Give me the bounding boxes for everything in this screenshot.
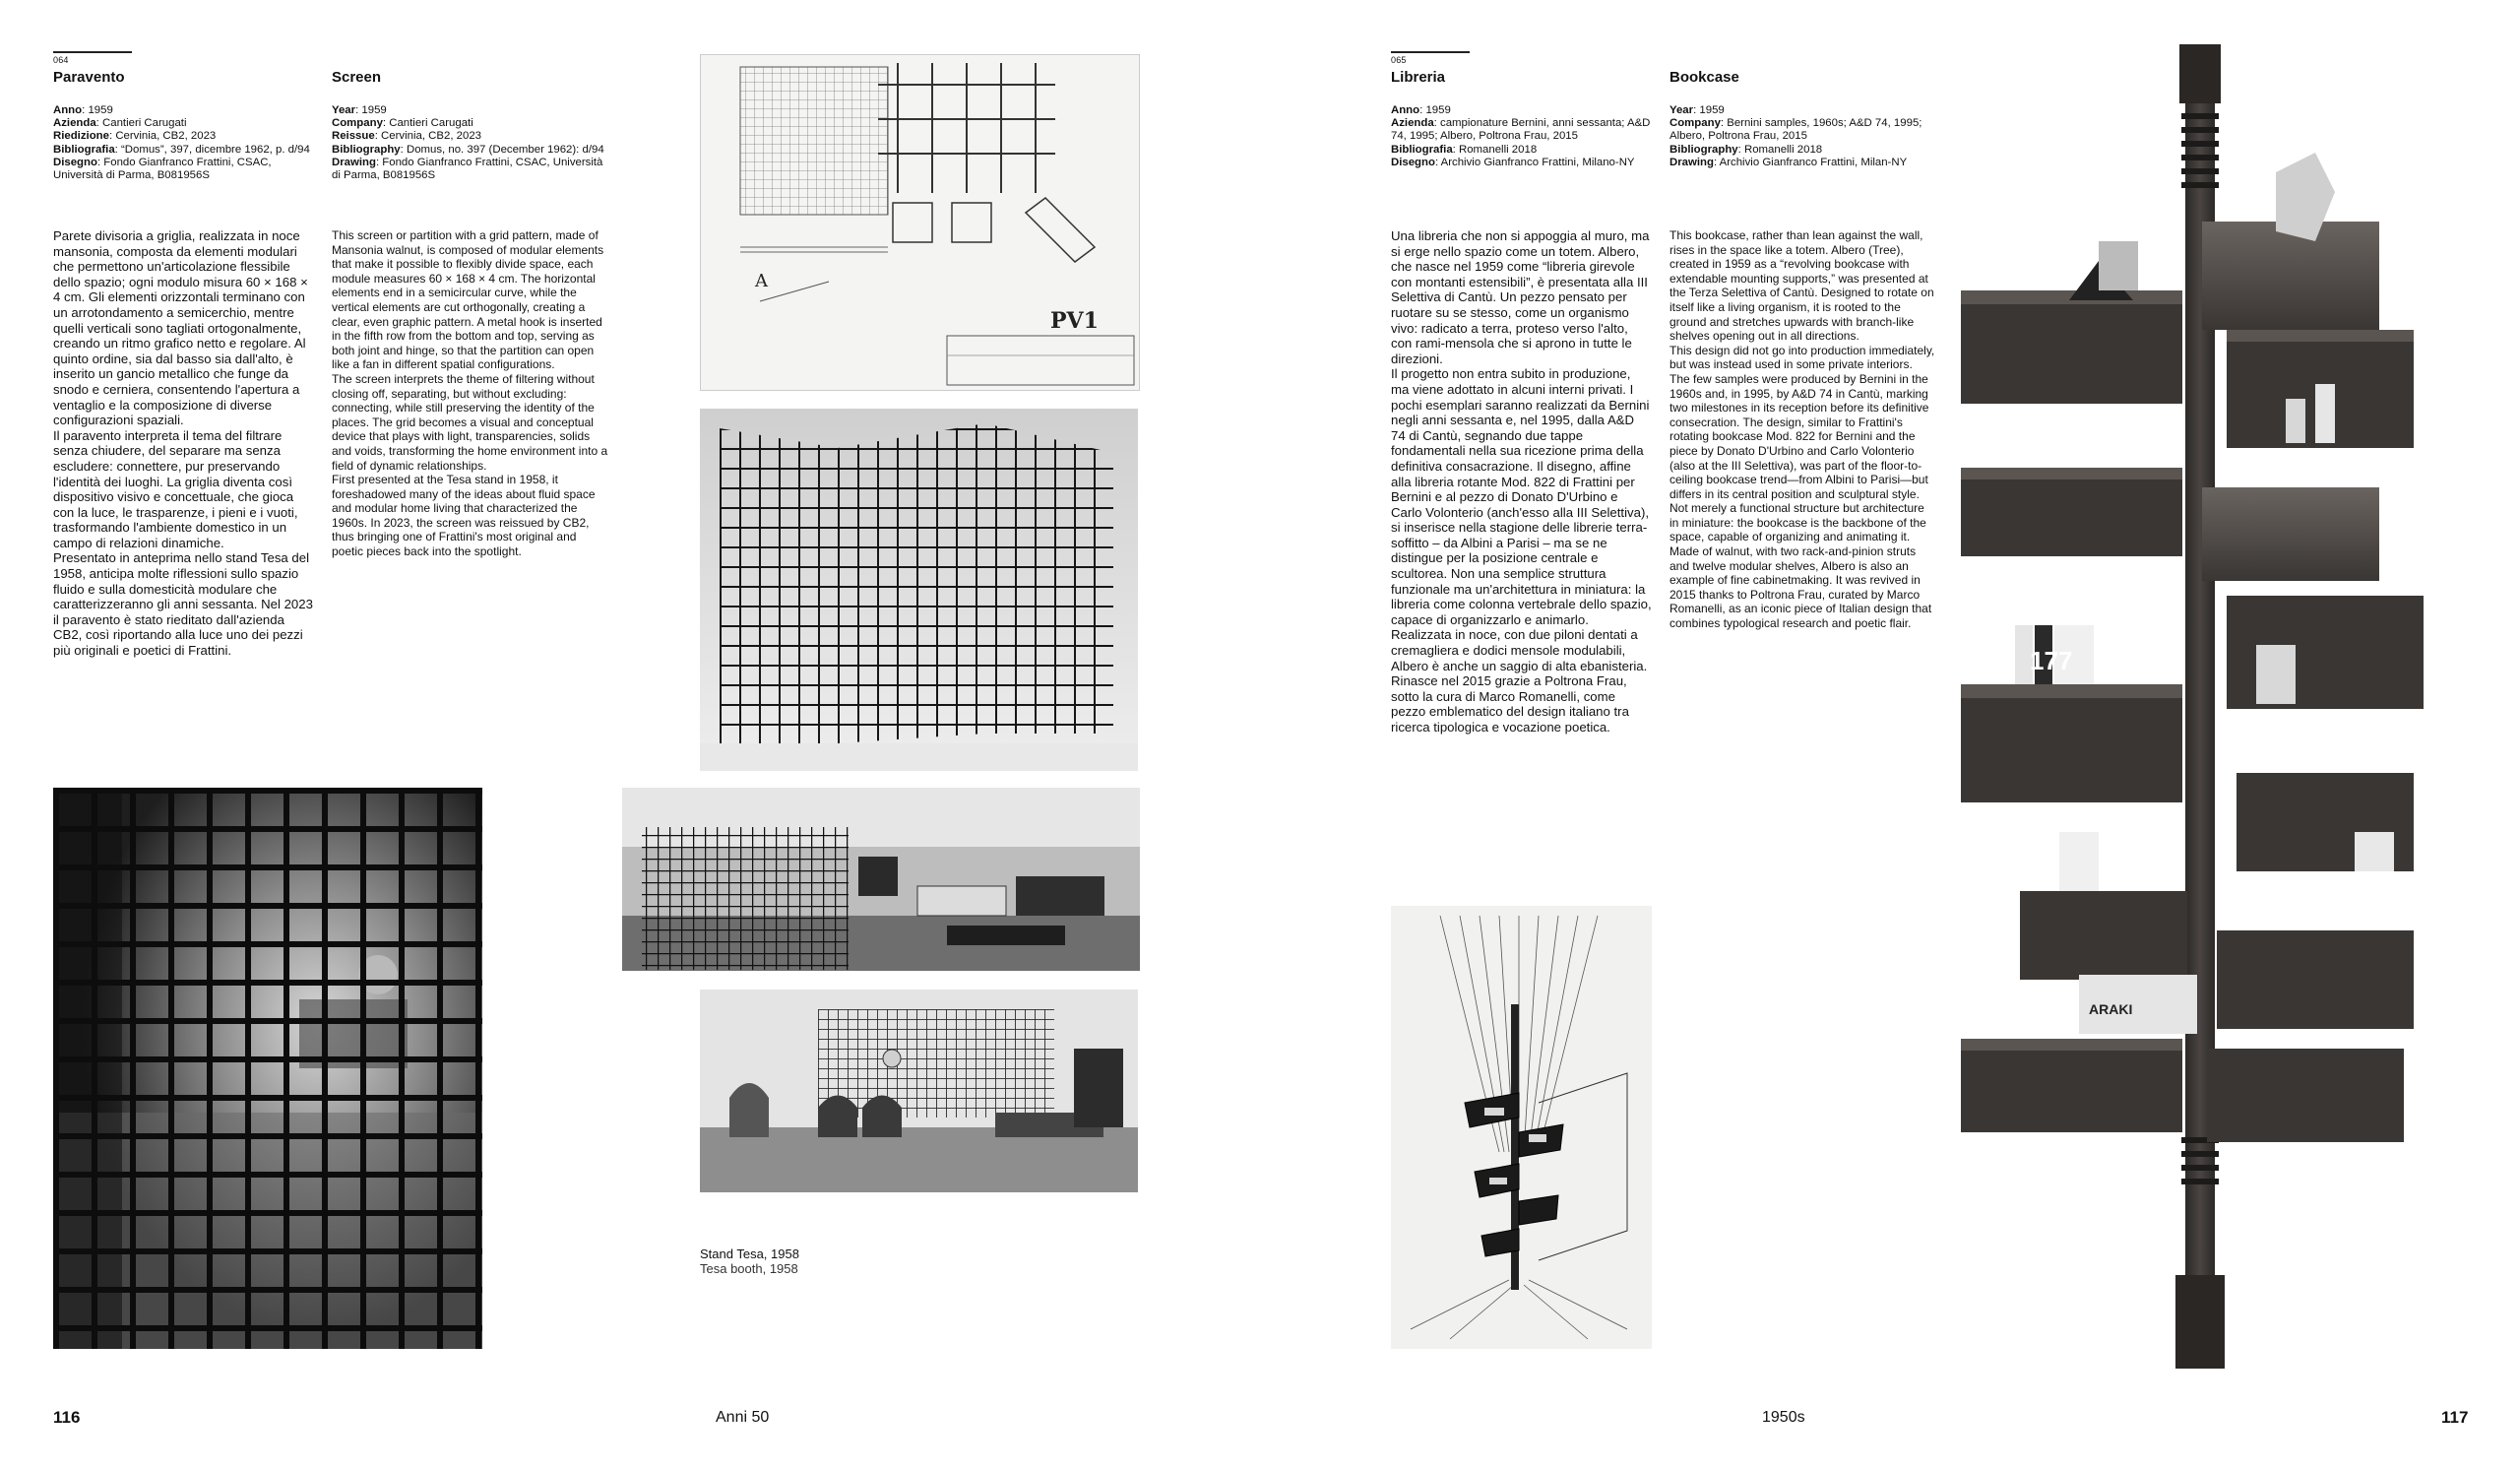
meta-block-it: Anno: 1959 Azienda: Cantieri Carugati Riedizione: Cervinia, CB2, 2023 Bibliografia: “Domus”, 397, dicembre 1962, p. d/94 Disegno: Fondo Gianfranco Frattini, CSAC, Università di Parma, B081956S [53, 104, 310, 182]
meta-label: Company [1670, 117, 1721, 130]
meta-label: Disegno [1391, 156, 1435, 168]
meta-block-it: Anno: 1959 Azienda: campionature Bernini, anni sessanta; A&D 74, 1995; Albero, Poltrona Frau, 2015 Bibliografia: Romanelli 2018 Disegno: Archivio Gianfranco Frattini, Milano-NY [1391, 104, 1651, 168]
page-number-right: 117 [2441, 1408, 2469, 1427]
meta-label: Azienda [53, 117, 96, 130]
body-paragraph: Realizzata in noce, con due piloni dentati a cremagliera e dodici mensole modulabili, Albero è anche un saggio di alta ebanisteria. Rinasce nel 2015 grazie a Poltrona Frau, sotto la cura di Marco Romanelli, come pezzo emblematico del design italiano tra ricerca tipologica e vocazione poetica. [1391, 627, 1648, 735]
meta-value: Fondo Gianfranco Frattini, CSAC, Università di Parma, B081956S [53, 156, 272, 182]
meta-label: Drawing [1670, 156, 1714, 168]
entry-rule [1391, 51, 1470, 53]
folding-screen-photo [700, 409, 1138, 771]
photo-caption [700, 1246, 799, 1276]
meta-label: Year [1670, 104, 1694, 116]
body-paragraph: The screen interprets the theme of filtering without closing off, separating, but without excluding: connecting, while still preserving the identity of the places. The grid becomes a visual and conceptual device that plays with light, transparencies, solids and voids, transforming the home environment into a field of dynamic relationships. [332, 371, 608, 473]
meta-label: Bibliography [1670, 143, 1738, 156]
body-paragraph: Una libreria che non si appoggia al muro, ma si erge nello spazio come un totem. Albero, che nasce nel 1959 come “libreria girevole con montanti estensibili”, è presentata alla III Selettiva di Cantù. Un pezzo pensato per ruotare su se stesso, come un organismo vivo: radicato a terra, proteso verso l'alto, con rami-mensola che si aprono in tutte le direzioni. [1391, 228, 1650, 366]
meta-value: Archivio Gianfranco Frattini, Milano-NY [1440, 156, 1635, 168]
meta-label: Anno [53, 104, 83, 116]
meta-label: Anno [1391, 104, 1420, 116]
body-text-en [1670, 228, 1935, 631]
entry-title-en: Screen [332, 69, 382, 86]
meta-value: Bernini samples, 1960s; A&D 74, 1995; Albero, Poltrona Frau, 2015 [1670, 117, 1922, 143]
body-text-en [332, 228, 609, 559]
meta-label: Riedizione [53, 130, 109, 143]
meta-value: 1959 [88, 104, 113, 116]
meta-value: “Domus”, 397, dicembre 1962, p. d/94 [121, 143, 310, 156]
drawing-label: PV1 [1050, 308, 1099, 334]
book-spine-label: ARAKI [2089, 1001, 2133, 1017]
entry-title-en: Bookcase [1670, 69, 1739, 86]
book-spine-label: 177 [2030, 646, 2073, 675]
body-paragraph: This design did not go into production immediately, but was instead used in some private interiors. The few samples were produced by Bernini in the 1960s and, in 1995, by A&D 74 in Cantù, marking two milestones in its reception before its definitive consecration. The design, similar to Frattini's rotating bookcase Mod. 822 for Bernini and the piece by Donato D'Urbino and Carlo Volonterio (also at the III Selettiva), was part of the floor-to-ceiling bookcase trend—from Albini to Parisi—but differs in its central position and sculptural style. Not merely a functional structure but architecture in miniature: the bookcase is the backbone of the space, capable of organizing and animating it. [1670, 343, 1935, 544]
meta-value: Fondo Gianfranco Frattini, CSAC, Università di Parma, B081956S [332, 156, 603, 182]
entry-number: 064 [53, 55, 69, 65]
meta-block-en: Year: 1959 Company: Bernini samples, 1960s; A&D 74, 1995; Albero, Poltrona Frau, 2015 Bibliography: Romanelli 2018 Drawing: Archivio Gianfranco Frattini, Milan-NY [1670, 104, 1922, 168]
body-text-it [1391, 228, 1652, 735]
meta-label: Drawing [332, 156, 376, 168]
meta-label: Bibliography [332, 143, 401, 156]
meta-value: Cantieri Carugati [102, 117, 187, 130]
entry-number: 065 [1391, 55, 1407, 65]
bookcase-perspective-sketch [1391, 906, 1652, 1349]
meta-value: Cervinia, CB2, 2023 [381, 130, 481, 143]
screen-technical-drawing [700, 54, 1140, 391]
meta-label: Reissue [332, 130, 375, 143]
caption-en: Tesa booth, 1958 [700, 1261, 798, 1276]
drawing-mark: A [755, 271, 768, 291]
meta-value: Romanelli 2018 [1743, 143, 1823, 156]
meta-value: Domus, no. 397 (December 1962): d/94 [406, 143, 604, 156]
meta-value: Romanelli 2018 [1459, 143, 1538, 156]
screen-interior-photo [53, 788, 482, 1349]
meta-label: Company [332, 117, 383, 130]
meta-label: Year [332, 104, 356, 116]
body-paragraph: This screen or partition with a grid pattern, made of Mansonia walnut, is composed of modular elements that make it possible to flexibly divide space, each module measures 60 × 168 × 4 cm. The horizontal elements end in a semicircular curve, while the vertical elements are cut orthogonally, creating a clear, even graphic pattern. A metal hook is inserted in the fifth row from the bottom and top, serving as both joint and hinge, so that the partition can open like a fan in different spatial configurations. [332, 228, 604, 372]
meta-value: Cantieri Carugati [389, 117, 473, 130]
body-paragraph: First presented at the Tesa stand in 1958, it foreshadowed many of the ideas about fluid space and modular home living that characterized the 1960s. In 2023, the screen was reissued by CB2, thus bringing one of Frattini's most original and poetic pieces back into the spotlight. [332, 473, 596, 559]
meta-label: Bibliografia [53, 143, 115, 156]
running-head-right: 1950s [1762, 1409, 1805, 1426]
running-head-left: Anni 50 [716, 1409, 770, 1426]
meta-value: 1959 [1699, 104, 1725, 116]
entry-title-it: Paravento [53, 69, 125, 86]
meta-label: Disegno [53, 156, 97, 168]
stand-interior-photo-1 [622, 788, 1140, 971]
entry-title-it: Libreria [1391, 69, 1446, 86]
stand-interior-photo-2 [700, 990, 1138, 1192]
meta-label: Bibliografia [1391, 143, 1453, 156]
meta-value: 1959 [361, 104, 387, 116]
body-paragraph: This bookcase, rather than lean against the wall, rises in the space like a totem. Albero (Tree), created in 1959 as a “revolving bookcase with extendable mounting supports,” was presented at the Terza Selettiva of Cantù. Designed to rotate on itself like a living organism, it is rooted to the ground and stretches upwards with branch-like shelves opening out in all directions. [1670, 228, 1934, 344]
meta-value: Cervinia, CB2, 2023 [115, 130, 217, 143]
albero-bookcase-photo [1961, 44, 2463, 1369]
body-paragraph: Presentato in anteprima nello stand Tesa del 1958, anticipa molte riflessioni sullo spazio fluido e sulla domesticità modulare che caratterizzeranno gli anni sessanta. Nel 2023 il paravento è stato rieditato dall'azienda CB2, così riportando alla luce uno dei pezzi più originali e poetici di Frattini. [53, 550, 313, 659]
entry-rule [53, 51, 132, 53]
body-paragraph: Parete divisoria a griglia, realizzata in noce mansonia, composta da elementi modulari che permettono un'articolazione flessibile dello spazio; ogni modulo misura 60 × 168 × 4 cm. Gli elementi orizzontali terminano con un arrotondamento a semicerchio, mentre quelli verticali sono tagliati ortogonalmente, creando un ritmo grafico netto e regolare. Al quinto ordine, sia dal basso sia dall'alto, è inserito un gancio metallico che funge da snodo e cerniera, consentendo l'apertura a ventaglio e la composizione di diverse configurazioni spaziali. [53, 228, 308, 428]
page-number-left: 116 [53, 1408, 81, 1427]
meta-value: campionature Bernini, anni sessanta; A&D 74, 1995; Albero, Poltrona Frau, 2015 [1391, 117, 1651, 143]
meta-value: Archivio Gianfranco Frattini, Milan-NY [1719, 156, 1908, 168]
body-paragraph: Il progetto non entra subito in produzione, ma viene adottato in alcuni interni privati. I pochi esemplari saranno realizzati da Bernini negli anni sessanta e, nel 1995, dalla A&D 74 di Cantù, segnando due tappe fondamentali nella sua ricezione prima della definitiva consacrazione. Il disegno, affine alla libreria rotante Mod. 822 di Frattini per Bernini e al pezzo di Donato D'Urbino e Carlo Volonterio (anch'esso alla III Selettiva), si inserisce nella stagione delle librerie terra-soffitto – da Albini a Parisi – ma se ne distingue per la posizione centrale e scultorea. Non una semplice struttura funzionale ma un'architettura in miniatura: la libreria come colonna vertebrale dello spazio, capace di organizzarlo e animarlo. [1391, 366, 1652, 627]
body-text-it [53, 228, 314, 659]
meta-value: 1959 [1425, 104, 1451, 116]
meta-label: Azienda [1391, 117, 1434, 130]
meta-block-en: Year: 1959 Company: Cantieri Carugati Reissue: Cervinia, CB2, 2023 Bibliography: Domus, no. 397 (December 1962): d/94 Drawing: Fondo Gianfranco Frattini, CSAC, Università di Parma, B081956S [332, 104, 604, 182]
body-paragraph: Il paravento interpreta il tema del filtrare senza chiudere, del separare ma senza escludere: connettere, pur preservando l'identità dei luoghi. La griglia diventa così dispositivo visivo e concettuale, che gioca con la luce, le trasparenze, i pieni e i vuoti, trasformando l'ambiente domestico in un campo di relazioni dinamiche. [53, 427, 298, 550]
body-paragraph: Made of walnut, with two rack-and-pinion struts and twelve modular shelves, Albero is also an example of fine cabinetmaking. It was revived in 2015 thanks to Poltrona Frau, curated by Marco Romanelli, as an iconic piece of Italian design that combines typological research and poetic flair. [1670, 544, 1932, 631]
caption-it: Stand Tesa, 1958 [700, 1246, 799, 1261]
